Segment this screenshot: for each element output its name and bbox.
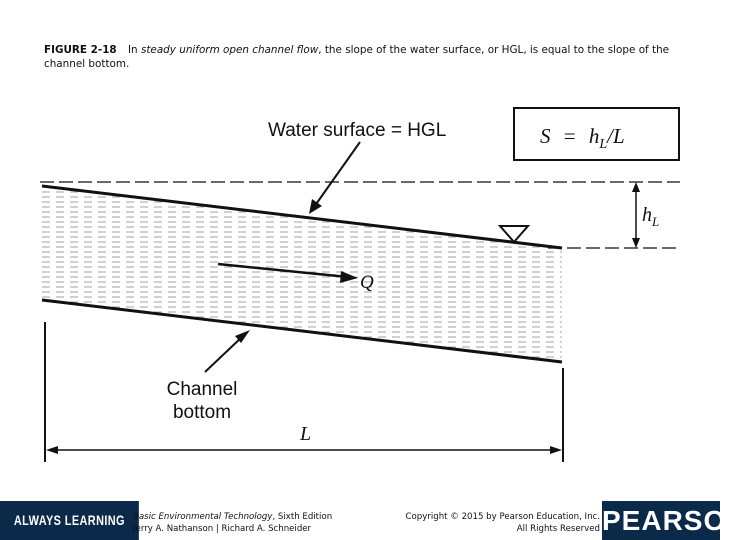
water-surface-pointer [309, 142, 360, 214]
pearson-logo: PEARSON [602, 501, 720, 540]
formula-equals: = [563, 124, 576, 148]
rights-text: All Rights Reserved [516, 524, 600, 534]
caption-text-after: , the slope of the water surface, or HGL, is equal to the slope of the channel bottom. [44, 44, 670, 70]
formula-rest: /L [607, 124, 625, 148]
flow-label: Q [360, 272, 374, 293]
formula-h: h [588, 124, 600, 148]
head-loss-label [642, 204, 659, 229]
head-loss-h: h [642, 204, 652, 226]
channel-bottom-label-line1: Channel [166, 379, 238, 400]
water-surface-label: Water surface = HGL [268, 120, 447, 141]
book-authors: Jerry A. Nathanson | Richard A. Schneider [133, 524, 312, 534]
book-edition: , Sixth Edition [272, 512, 333, 522]
head-loss-subscript: L [652, 214, 660, 229]
channel-bottom-pointer [205, 330, 250, 372]
figure-label: FIGURE 2-18 [44, 44, 117, 56]
head-loss-dimension [632, 182, 640, 248]
formula-subscript: L [599, 137, 608, 152]
caption-text-before: In [127, 44, 138, 56]
copyright-notice [406, 511, 600, 535]
channel-bottom-label-line2: bottom [172, 402, 232, 423]
water-body [40, 180, 565, 370]
length-label: L [300, 423, 312, 445]
copyright-text: Copyright © 2015 by Pearson Education, Inc. [405, 512, 600, 522]
formula-lhs: S [540, 124, 551, 148]
length-dimension [46, 446, 562, 454]
footer [0, 501, 747, 540]
always-learning-logo: ALWAYS LEARNING [0, 501, 139, 540]
book-credits [133, 511, 332, 535]
caption-emphasis: steady uniform open channel flow [140, 44, 319, 56]
book-title: Basic Environmental Technology [133, 512, 273, 522]
